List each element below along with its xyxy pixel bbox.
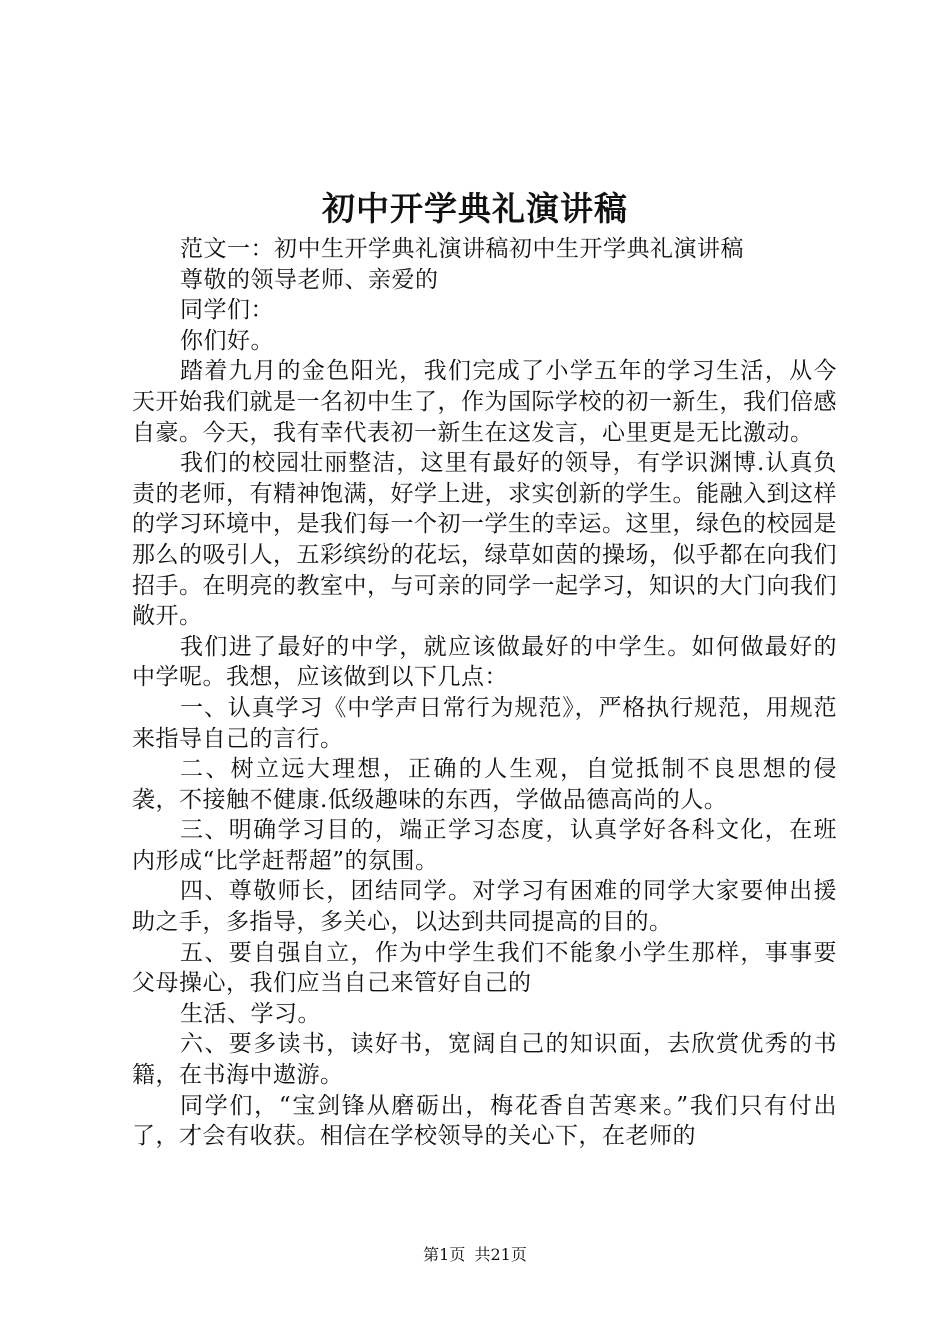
paragraph: 五、要自强自立，作为中学生我们不能象小学生那样，事事要父母操心，我们应当自己来管好自己的	[132, 939, 837, 997]
document-body	[132, 234, 837, 1152]
paragraph: 同学们，“宝剑锋从磨砺出，梅花香自苦寒来。”我们只有付出了，才会有收获。相信在学校领导的关心下，在老师的	[132, 1092, 837, 1150]
paragraph: 生活、学习。	[180, 1000, 321, 1027]
paragraph: 尊敬的领导老师、亲爱的	[180, 266, 439, 293]
paragraph: 四、尊敬师长，团结同学。对学习有困难的同学大家要伸出援助之手，多指导，多关心，以达到共同提高的目的。	[132, 878, 837, 936]
paragraph: 我们的校园壮丽整洁，这里有最好的领导，有学识渊博.认真负责的老师，有精神饱满，好学上进，求实创新的学生。能融入到这样的学习环境中，是我们每一个初一学生的幸运。这里，绿色的校园是那么的吸引人，五彩缤纷的花坛，绿草如茵的操场，似乎都在向我们招手。在明亮的教室中，与可亲的同学一起学习，知识的大门向我们敞开。	[132, 450, 837, 630]
paragraph: 你们好。	[180, 327, 274, 354]
page-number: 第1页	[423, 1245, 466, 1264]
document-title: 初中开学典礼演讲稿	[322, 189, 628, 228]
paragraph: 一、认真学习《中学声日常行为规范》，严格执行规范，用规范来指导自己的言行。	[132, 694, 837, 752]
paragraph: 二、树立远大理想，正确的人生观，自觉抵制不良思想的侵袭，不接触不健康.低级趣味的东西，学做品德高尚的人。	[132, 756, 837, 813]
page-total: 共21页	[474, 1245, 527, 1264]
paragraph: 三、明确学习目的，端正学习态度，认真学好各科文化，在班内形成“比学赶帮超”的氛围。	[132, 817, 837, 874]
paragraph: 我们进了最好的中学，就应该做最好的中学生。如何做最好的中学呢。我想，应该做到以下几点：	[132, 633, 837, 691]
paragraph: 六、要多读书，读好书，宽阔自己的知识面，去欣赏优秀的书籍，在书海中遨游。	[132, 1031, 837, 1089]
page-footer	[0, 1244, 950, 1266]
paragraph: 同学们：	[180, 297, 274, 324]
paragraph: 范文一：初中生开学典礼演讲稿初中生开学典礼演讲稿	[180, 236, 744, 262]
paragraph: 踏着九月的金色阳光，我们完成了小学五年的学习生活，从今天开始我们就是一名初中生了，作为国际学校的初一新生，我们倍感自豪。今天，我有幸代表初一新生在这发言，心里更是无比激动。	[132, 358, 837, 446]
